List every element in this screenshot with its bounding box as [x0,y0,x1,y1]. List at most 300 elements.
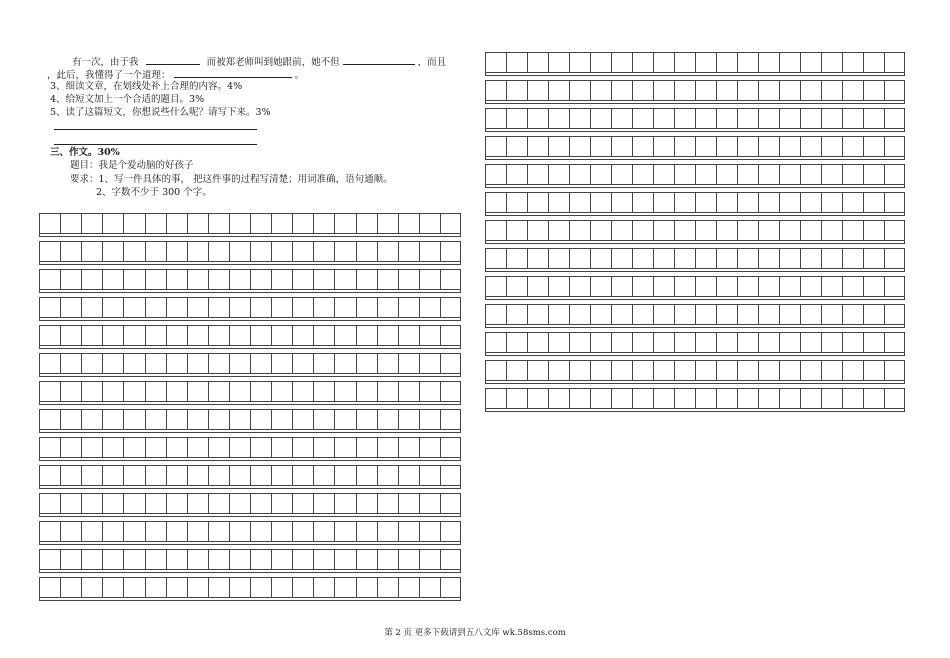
grid-cell[interactable] [39,493,60,513]
grid-cell[interactable] [292,213,313,233]
grid-cell[interactable] [250,437,271,457]
grid-cell[interactable] [821,220,842,240]
grid-cell[interactable] [695,52,716,72]
grid-cell[interactable] [716,276,737,296]
grid-cell[interactable] [419,381,440,401]
grid-cell[interactable] [356,213,377,233]
grid-cell[interactable] [884,136,905,156]
grid-cell[interactable] [123,297,144,317]
grid-cell[interactable] [632,304,653,324]
grid-cell[interactable] [569,276,590,296]
grid-cell[interactable] [527,164,548,184]
grid-cell[interactable] [313,381,334,401]
grid-row[interactable] [39,213,461,233]
grid-cell[interactable] [632,108,653,128]
grid-cell[interactable] [695,248,716,268]
grid-cell[interactable] [569,136,590,156]
grid-cell[interactable] [611,52,632,72]
grid-cell[interactable] [313,325,334,345]
grid-cell[interactable] [419,325,440,345]
grid-cell[interactable] [653,80,674,100]
grid-cell[interactable] [842,164,863,184]
grid-cell[interactable] [863,332,884,352]
grid-cell[interactable] [123,549,144,569]
grid-cell[interactable] [611,136,632,156]
grid-cell[interactable] [208,437,229,457]
grid-cell[interactable] [39,353,60,373]
grid-cell[interactable] [842,136,863,156]
grid-row[interactable] [485,52,905,72]
grid-cell[interactable] [758,108,779,128]
grid-cell[interactable] [440,241,461,261]
grid-cell[interactable] [590,388,611,408]
grid-cell[interactable] [187,213,208,233]
grid-cell[interactable] [800,388,821,408]
grid-cell[interactable] [485,80,506,100]
grid-cell[interactable] [716,164,737,184]
grid-cell[interactable] [779,80,800,100]
grid-cell[interactable] [39,465,60,485]
grid-cell[interactable] [779,108,800,128]
grid-cell[interactable] [102,241,123,261]
grid-cell[interactable] [313,353,334,373]
grid-cell[interactable] [653,304,674,324]
grid-cell[interactable] [398,549,419,569]
grid-cell[interactable] [166,521,187,541]
grid-cell[interactable] [737,360,758,380]
grid-cell[interactable] [737,164,758,184]
grid-cell[interactable] [39,381,60,401]
grid-cell[interactable] [39,241,60,261]
grid-cell[interactable] [611,80,632,100]
grid-cell[interactable] [271,577,292,597]
grid-cell[interactable] [229,577,250,597]
grid-cell[interactable] [187,549,208,569]
grid-cell[interactable] [548,388,569,408]
grid-cell[interactable] [821,136,842,156]
grid-cell[interactable] [611,108,632,128]
grid-cell[interactable] [271,493,292,513]
grid-row[interactable] [39,353,461,373]
grid-cell[interactable] [842,108,863,128]
grid-cell[interactable] [506,192,527,212]
grid-cell[interactable] [208,409,229,429]
grid-cell[interactable] [398,437,419,457]
grid-cell[interactable] [527,108,548,128]
grid-cell[interactable] [208,353,229,373]
grid-cell[interactable] [377,521,398,541]
grid-cell[interactable] [81,297,102,317]
grid-cell[interactable] [863,248,884,268]
grid-cell[interactable] [590,220,611,240]
grid-cell[interactable] [377,437,398,457]
grid-cell[interactable] [716,360,737,380]
grid-cell[interactable] [674,388,695,408]
grid-cell[interactable] [250,465,271,485]
grid-cell[interactable] [653,164,674,184]
grid-cell[interactable] [229,241,250,261]
grid-cell[interactable] [60,493,81,513]
grid-cell[interactable] [527,52,548,72]
grid-cell[interactable] [39,269,60,289]
grid-cell[interactable] [590,192,611,212]
grid-cell[interactable] [716,136,737,156]
grid-cell[interactable] [356,241,377,261]
grid-cell[interactable] [506,248,527,268]
grid-cell[interactable] [548,192,569,212]
grid-cell[interactable] [356,521,377,541]
grid-cell[interactable] [250,549,271,569]
grid-cell[interactable] [884,192,905,212]
grid-cell[interactable] [653,360,674,380]
grid-cell[interactable] [334,213,355,233]
grid-cell[interactable] [229,353,250,373]
grid-cell[interactable] [632,220,653,240]
grid-cell[interactable] [485,136,506,156]
grid-cell[interactable] [166,381,187,401]
grid-cell[interactable] [356,325,377,345]
grid-cell[interactable] [377,577,398,597]
grid-cell[interactable] [271,381,292,401]
grid-cell[interactable] [653,192,674,212]
grid-cell[interactable] [229,465,250,485]
grid-cell[interactable] [229,269,250,289]
grid-cell[interactable] [145,297,166,317]
grid-cell[interactable] [250,325,271,345]
grid-cell[interactable] [60,437,81,457]
grid-cell[interactable] [884,80,905,100]
grid-cell[interactable] [548,304,569,324]
grid-cell[interactable] [81,437,102,457]
grid-cell[interactable] [208,213,229,233]
grid-cell[interactable] [419,437,440,457]
grid-cell[interactable] [81,493,102,513]
grid-cell[interactable] [884,332,905,352]
grid-cell[interactable] [440,437,461,457]
grid-cell[interactable] [863,388,884,408]
grid-cell[interactable] [166,577,187,597]
grid-cell[interactable] [758,304,779,324]
grid-cell[interactable] [800,164,821,184]
grid-cell[interactable] [250,409,271,429]
grid-cell[interactable] [166,409,187,429]
grid-cell[interactable] [398,213,419,233]
grid-cell[interactable] [166,549,187,569]
grid-cell[interactable] [842,388,863,408]
grid-cell[interactable] [548,276,569,296]
grid-cell[interactable] [187,297,208,317]
grid-cell[interactable] [800,192,821,212]
grid-cell[interactable] [208,269,229,289]
grid-cell[interactable] [81,325,102,345]
grid-cell[interactable] [145,437,166,457]
grid-cell[interactable] [356,353,377,373]
grid-cell[interactable] [611,276,632,296]
grid-row[interactable] [485,108,905,128]
grid-cell[interactable] [716,80,737,100]
grid-cell[interactable] [292,549,313,569]
grid-cell[interactable] [123,437,144,457]
grid-cell[interactable] [440,493,461,513]
grid-cell[interactable] [292,577,313,597]
grid-row[interactable] [485,332,905,352]
grid-cell[interactable] [102,493,123,513]
grid-cell[interactable] [632,164,653,184]
grid-cell[interactable] [863,108,884,128]
grid-cell[interactable] [884,276,905,296]
grid-cell[interactable] [313,269,334,289]
grid-cell[interactable] [779,164,800,184]
grid-cell[interactable] [737,276,758,296]
grid-cell[interactable] [674,248,695,268]
grid-cell[interactable] [506,276,527,296]
writing-grid-right[interactable] [485,52,905,418]
grid-row[interactable] [39,437,461,457]
grid-cell[interactable] [695,388,716,408]
grid-cell[interactable] [229,521,250,541]
grid-cell[interactable] [569,192,590,212]
grid-cell[interactable] [145,269,166,289]
grid-cell[interactable] [250,577,271,597]
grid-cell[interactable] [102,549,123,569]
grid-cell[interactable] [632,136,653,156]
grid-cell[interactable] [611,164,632,184]
grid-cell[interactable] [440,577,461,597]
grid-cell[interactable] [800,248,821,268]
grid-cell[interactable] [779,220,800,240]
grid-cell[interactable] [356,549,377,569]
grid-cell[interactable] [674,164,695,184]
grid-cell[interactable] [356,493,377,513]
grid-cell[interactable] [123,381,144,401]
grid-cell[interactable] [884,164,905,184]
grid-cell[interactable] [271,213,292,233]
grid-cell[interactable] [377,493,398,513]
grid-cell[interactable] [102,353,123,373]
grid-cell[interactable] [674,304,695,324]
grid-cell[interactable] [863,220,884,240]
grid-cell[interactable] [485,192,506,212]
grid-cell[interactable] [398,297,419,317]
grid-cell[interactable] [313,297,334,317]
grid-cell[interactable] [39,577,60,597]
grid-cell[interactable] [548,220,569,240]
grid-cell[interactable] [208,465,229,485]
grid-cell[interactable] [39,521,60,541]
grid-cell[interactable] [419,577,440,597]
grid-cell[interactable] [102,213,123,233]
grid-cell[interactable] [313,409,334,429]
grid-cell[interactable] [863,80,884,100]
grid-cell[interactable] [60,269,81,289]
grid-cell[interactable] [842,52,863,72]
grid-cell[interactable] [81,549,102,569]
grid-cell[interactable] [779,192,800,212]
fill-blank-2[interactable] [343,55,415,65]
grid-cell[interactable] [863,192,884,212]
grid-cell[interactable] [60,353,81,373]
grid-cell[interactable] [123,409,144,429]
grid-row[interactable] [485,360,905,380]
grid-cell[interactable] [229,381,250,401]
grid-cell[interactable] [123,269,144,289]
grid-cell[interactable] [440,381,461,401]
grid-row[interactable] [485,304,905,324]
grid-cell[interactable] [884,108,905,128]
grid-cell[interactable] [821,80,842,100]
grid-cell[interactable] [569,388,590,408]
grid-row[interactable] [39,381,461,401]
grid-cell[interactable] [737,388,758,408]
grid-cell[interactable] [758,332,779,352]
grid-cell[interactable] [716,108,737,128]
grid-cell[interactable] [334,437,355,457]
grid-cell[interactable] [821,164,842,184]
grid-cell[interactable] [229,297,250,317]
grid-cell[interactable] [292,409,313,429]
grid-cell[interactable] [81,465,102,485]
grid-cell[interactable] [398,521,419,541]
grid-row[interactable] [485,220,905,240]
grid-cell[interactable] [821,304,842,324]
grid-cell[interactable] [884,360,905,380]
grid-cell[interactable] [208,577,229,597]
answer-line-1[interactable] [54,129,257,130]
grid-cell[interactable] [779,332,800,352]
grid-cell[interactable] [102,409,123,429]
grid-cell[interactable] [884,248,905,268]
grid-cell[interactable] [377,213,398,233]
writing-grid-left[interactable] [39,213,461,605]
grid-cell[interactable] [440,213,461,233]
grid-cell[interactable] [863,304,884,324]
grid-cell[interactable] [821,192,842,212]
grid-cell[interactable] [800,332,821,352]
grid-row[interactable] [39,325,461,345]
grid-cell[interactable] [377,269,398,289]
grid-cell[interactable] [440,325,461,345]
grid-cell[interactable] [187,353,208,373]
grid-cell[interactable] [485,276,506,296]
grid-cell[interactable] [527,220,548,240]
grid-cell[interactable] [377,353,398,373]
grid-cell[interactable] [145,577,166,597]
grid-cell[interactable] [229,437,250,457]
grid-cell[interactable] [145,353,166,373]
grid-cell[interactable] [821,388,842,408]
grid-cell[interactable] [611,192,632,212]
grid-cell[interactable] [39,409,60,429]
grid-cell[interactable] [590,332,611,352]
grid-cell[interactable] [674,332,695,352]
grid-cell[interactable] [208,241,229,261]
grid-cell[interactable] [60,521,81,541]
grid-cell[interactable] [590,164,611,184]
grid-cell[interactable] [779,360,800,380]
grid-cell[interactable] [548,108,569,128]
grid-cell[interactable] [863,52,884,72]
grid-cell[interactable] [356,577,377,597]
grid-cell[interactable] [334,241,355,261]
grid-cell[interactable] [356,409,377,429]
grid-row[interactable] [39,465,461,485]
grid-row[interactable] [485,164,905,184]
grid-cell[interactable] [250,213,271,233]
grid-cell[interactable] [779,52,800,72]
grid-cell[interactable] [229,549,250,569]
grid-cell[interactable] [123,577,144,597]
grid-cell[interactable] [60,241,81,261]
grid-cell[interactable] [334,409,355,429]
grid-cell[interactable] [419,241,440,261]
grid-cell[interactable] [779,276,800,296]
grid-cell[interactable] [527,388,548,408]
grid-cell[interactable] [292,493,313,513]
grid-cell[interactable] [506,52,527,72]
grid-cell[interactable] [271,521,292,541]
grid-cell[interactable] [611,304,632,324]
grid-cell[interactable] [569,80,590,100]
grid-cell[interactable] [398,325,419,345]
grid-cell[interactable] [842,248,863,268]
grid-cell[interactable] [842,220,863,240]
grid-row[interactable] [39,493,461,513]
grid-cell[interactable] [123,241,144,261]
grid-cell[interactable] [208,549,229,569]
grid-cell[interactable] [419,521,440,541]
grid-cell[interactable] [674,220,695,240]
grid-cell[interactable] [590,108,611,128]
grid-cell[interactable] [737,136,758,156]
grid-cell[interactable] [313,465,334,485]
grid-cell[interactable] [187,381,208,401]
grid-cell[interactable] [81,521,102,541]
grid-cell[interactable] [271,353,292,373]
grid-cell[interactable] [145,213,166,233]
grid-cell[interactable] [377,325,398,345]
grid-cell[interactable] [187,409,208,429]
grid-cell[interactable] [229,213,250,233]
grid-cell[interactable] [527,360,548,380]
grid-cell[interactable] [653,108,674,128]
grid-cell[interactable] [419,297,440,317]
grid-row[interactable] [485,136,905,156]
grid-cell[interactable] [506,388,527,408]
grid-cell[interactable] [81,213,102,233]
grid-cell[interactable] [102,577,123,597]
grid-cell[interactable] [123,353,144,373]
grid-cell[interactable] [398,381,419,401]
grid-cell[interactable] [653,332,674,352]
grid-cell[interactable] [292,353,313,373]
grid-cell[interactable] [377,465,398,485]
grid-cell[interactable] [377,409,398,429]
grid-row[interactable] [39,241,461,261]
grid-cell[interactable] [758,136,779,156]
grid-cell[interactable] [81,381,102,401]
grid-cell[interactable] [695,276,716,296]
grid-cell[interactable] [313,437,334,457]
grid-cell[interactable] [377,549,398,569]
grid-cell[interactable] [611,332,632,352]
grid-cell[interactable] [506,136,527,156]
grid-cell[interactable] [187,465,208,485]
grid-cell[interactable] [632,276,653,296]
grid-cell[interactable] [695,80,716,100]
grid-cell[interactable] [653,52,674,72]
grid-cell[interactable] [506,360,527,380]
grid-cell[interactable] [758,192,779,212]
